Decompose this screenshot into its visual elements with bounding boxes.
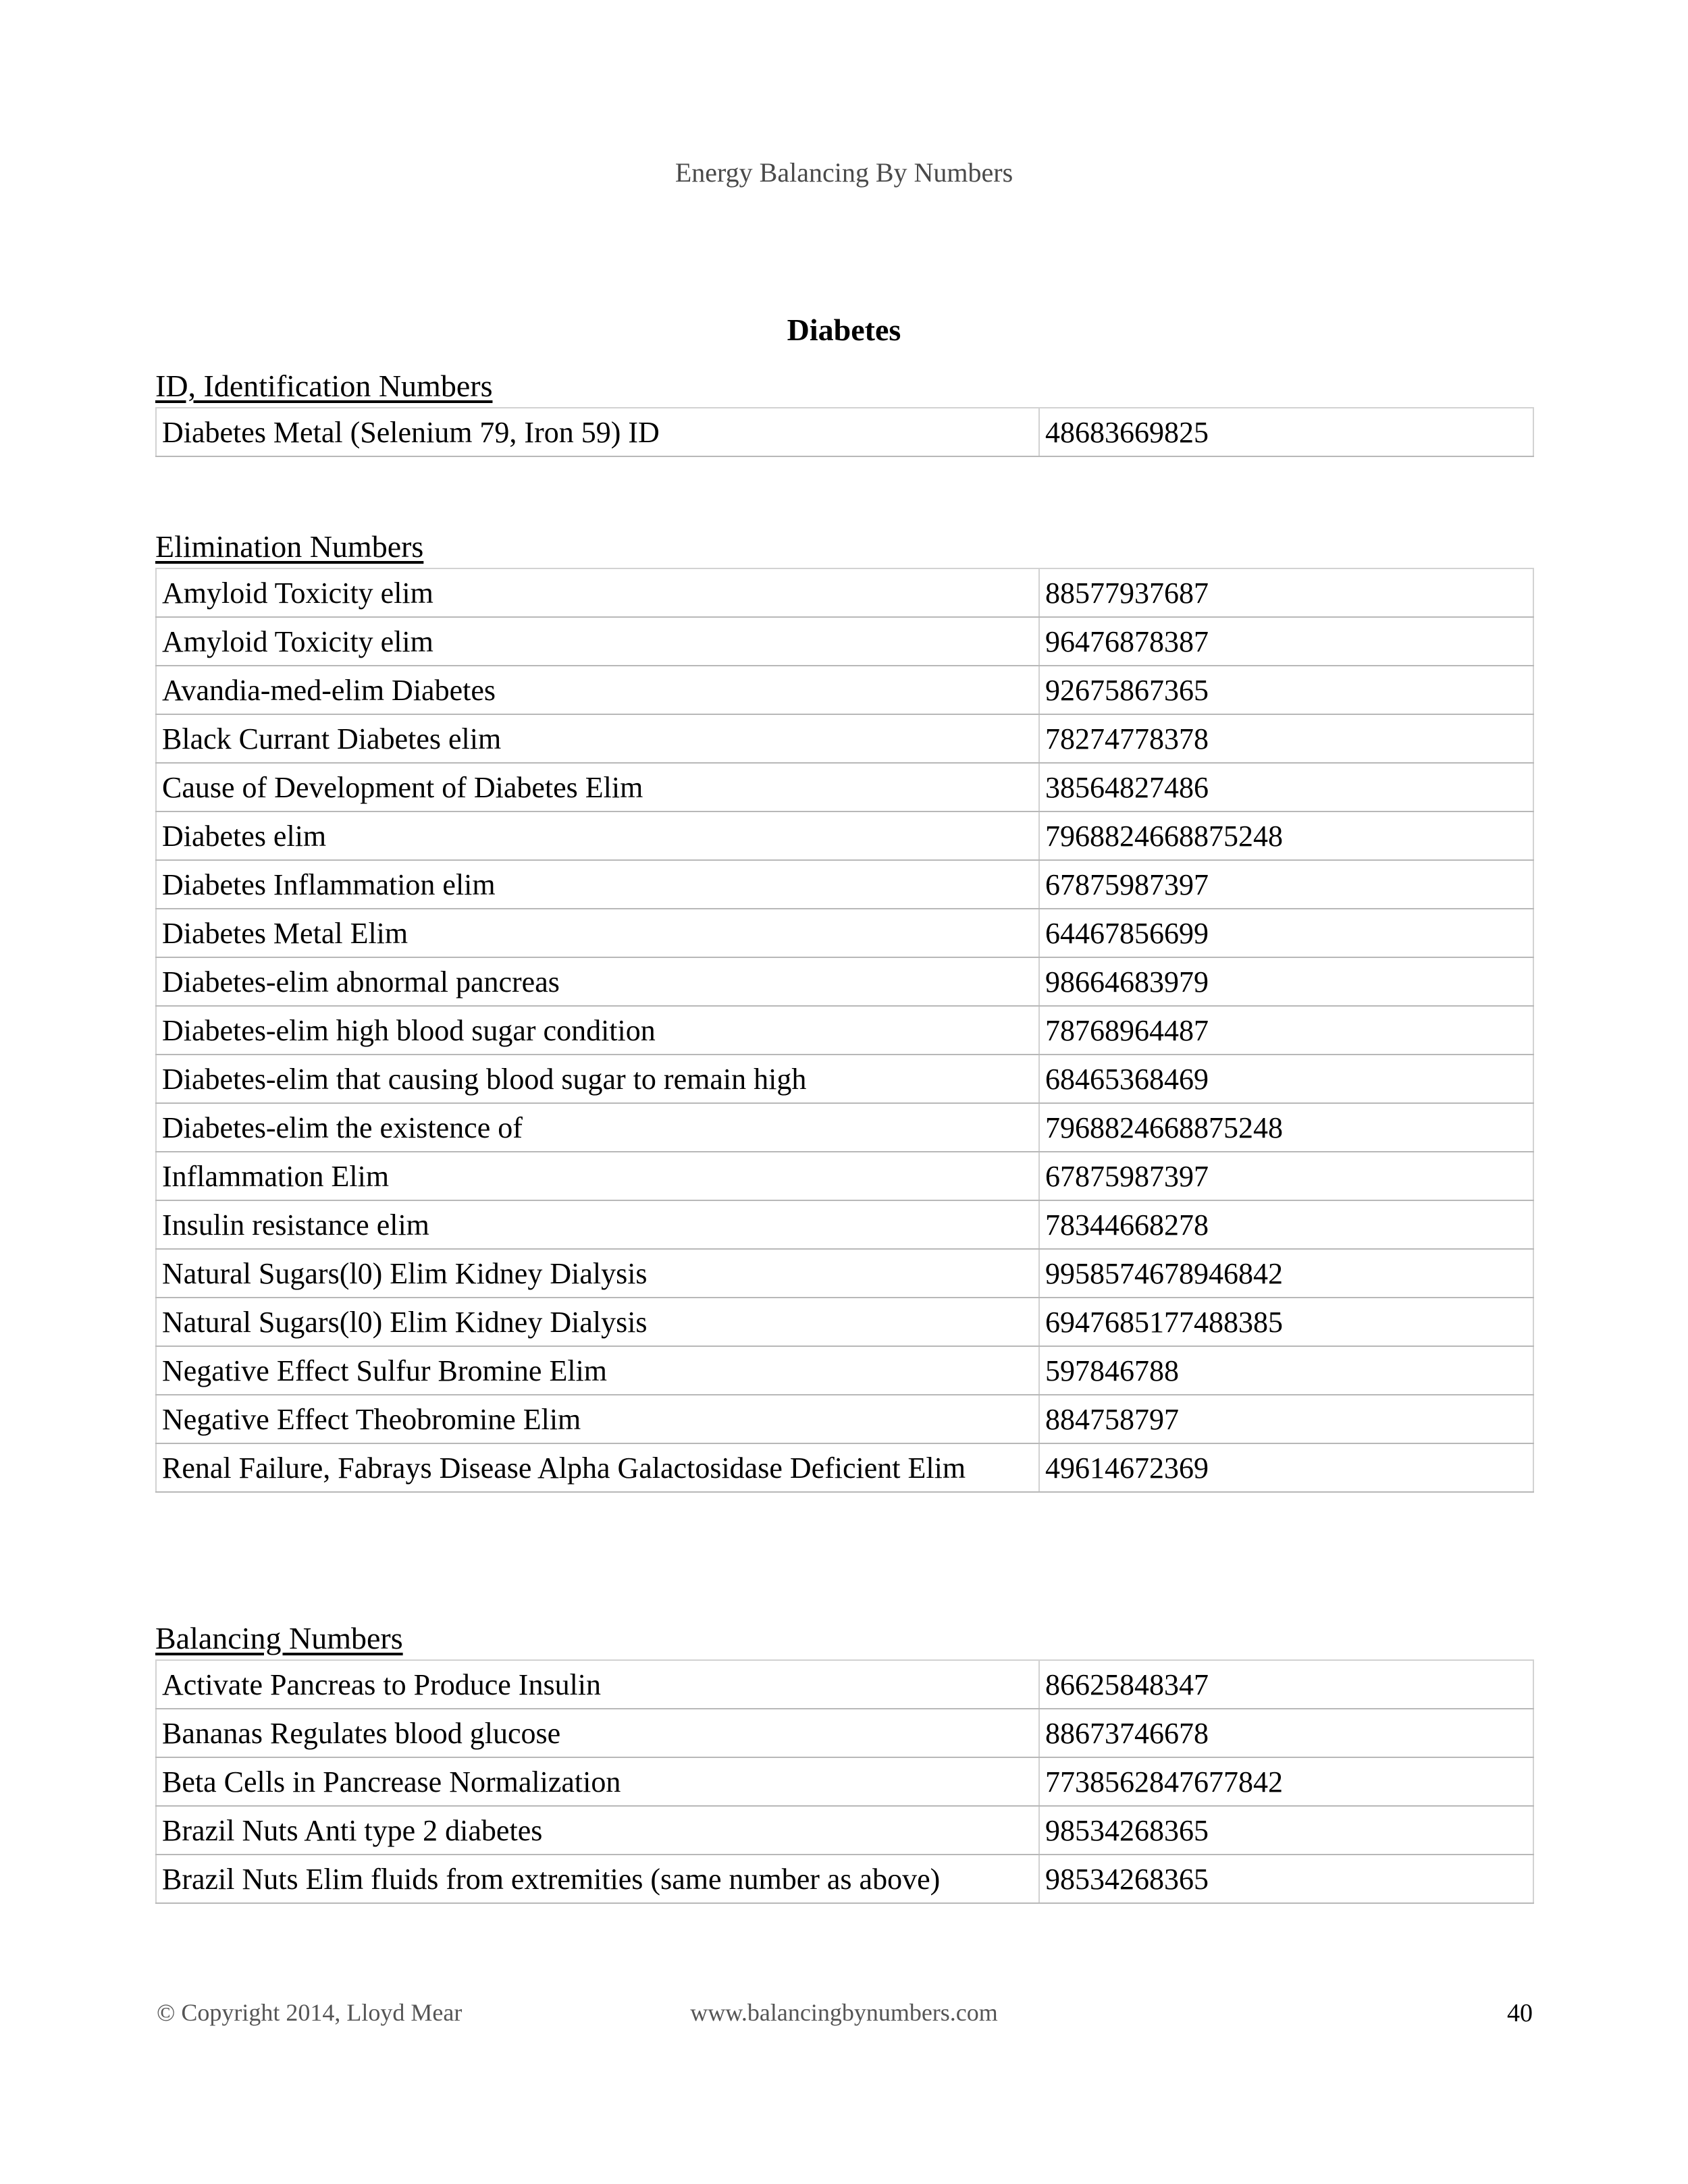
table-row bbox=[156, 1395, 1533, 1443]
page-header: Energy Balancing By Numbers bbox=[675, 157, 1013, 188]
table-row bbox=[156, 811, 1533, 860]
elimination-section-heading: Elimination Numbers bbox=[155, 529, 424, 564]
entry-number: 6947685177488385 bbox=[1039, 1298, 1533, 1346]
table-row bbox=[156, 1055, 1533, 1103]
entry-number: 68465368469 bbox=[1039, 1055, 1533, 1103]
table-row bbox=[156, 1660, 1533, 1709]
table-row bbox=[156, 666, 1533, 714]
table-row bbox=[156, 1152, 1533, 1200]
entry-number: 88673746678 bbox=[1039, 1709, 1533, 1757]
entry-number: 64467856699 bbox=[1039, 909, 1533, 957]
table-row bbox=[156, 1006, 1533, 1055]
entry-name: Cause of Development of Diabetes Elim bbox=[156, 763, 1039, 811]
entry-number: 78274778378 bbox=[1039, 714, 1533, 763]
id-section-heading: ID, Identification Numbers bbox=[155, 369, 493, 403]
entry-name: Diabetes-elim that causing blood sugar to remain high bbox=[156, 1055, 1039, 1103]
entry-name: Black Currant Diabetes elim bbox=[156, 714, 1039, 763]
table-row bbox=[156, 1298, 1533, 1346]
footer-website: www.balancingbynumbers.com bbox=[690, 1999, 998, 2026]
table-row bbox=[156, 860, 1533, 909]
entry-number: 7738562847677842 bbox=[1039, 1757, 1533, 1806]
entry-name: Amyloid Toxicity elim bbox=[156, 568, 1039, 617]
id-table bbox=[155, 407, 1534, 457]
balancing-section bbox=[155, 1618, 1533, 1904]
entry-name: Diabetes Inflammation elim bbox=[156, 860, 1039, 909]
entry-name: Brazil Nuts Elim fluids from extremities (same number as above) bbox=[156, 1855, 1039, 1903]
entry-name: Bananas Regulates blood glucose bbox=[156, 1709, 1039, 1757]
table-row bbox=[156, 1103, 1533, 1152]
entry-number: 67875987397 bbox=[1039, 860, 1533, 909]
entry-number: 67875987397 bbox=[1039, 1152, 1533, 1200]
balancing-section-heading: Balancing Numbers bbox=[155, 1621, 403, 1655]
entry-number: 98664683979 bbox=[1039, 957, 1533, 1006]
entry-name: Inflammation Elim bbox=[156, 1152, 1039, 1200]
entry-name: Diabetes-elim abnormal pancreas bbox=[156, 957, 1039, 1006]
entry-number: 7968824668875248 bbox=[1039, 811, 1533, 860]
entry-number: 7968824668875248 bbox=[1039, 1103, 1533, 1152]
entry-number: 96476878387 bbox=[1039, 617, 1533, 666]
entry-name: Amyloid Toxicity elim bbox=[156, 617, 1039, 666]
entry-name: Avandia-med-elim Diabetes bbox=[156, 666, 1039, 714]
entry-number: 98534268365 bbox=[1039, 1806, 1533, 1855]
entry-name: Natural Sugars(l0) Elim Kidney Dialysis bbox=[156, 1298, 1039, 1346]
table-row bbox=[156, 909, 1533, 957]
table-row bbox=[156, 1806, 1533, 1855]
footer-copyright: © Copyright 2014, Lloyd Mear bbox=[157, 1999, 463, 2026]
entry-number: 78768964487 bbox=[1039, 1006, 1533, 1055]
entry-number: 597846788 bbox=[1039, 1346, 1533, 1395]
entry-name: Diabetes elim bbox=[156, 811, 1039, 860]
entry-name: Renal Failure, Fabrays Disease Alpha Galactosidase Deficient Elim bbox=[156, 1443, 1039, 1492]
entry-number: 88577937687 bbox=[1039, 568, 1533, 617]
entry-name: Diabetes Metal (Selenium 79, Iron 59) ID bbox=[156, 408, 1039, 456]
table-row bbox=[156, 1200, 1533, 1249]
table-row bbox=[156, 763, 1533, 811]
entry-name: Natural Sugars(l0) Elim Kidney Dialysis bbox=[156, 1249, 1039, 1298]
id-section bbox=[155, 365, 1533, 457]
entry-number: 92675867365 bbox=[1039, 666, 1533, 714]
table-row bbox=[156, 568, 1533, 617]
table-row bbox=[156, 1249, 1533, 1298]
entry-name: Negative Effect Theobromine Elim bbox=[156, 1395, 1039, 1443]
entry-name: Diabetes Metal Elim bbox=[156, 909, 1039, 957]
entry-name: Diabetes-elim high blood sugar condition bbox=[156, 1006, 1039, 1055]
table-row bbox=[156, 1709, 1533, 1757]
entry-name: Diabetes-elim the existence of bbox=[156, 1103, 1039, 1152]
entry-number: 86625848347 bbox=[1039, 1660, 1533, 1709]
entry-number: 98534268365 bbox=[1039, 1855, 1533, 1903]
entry-number: 49614672369 bbox=[1039, 1443, 1533, 1492]
elimination-section bbox=[155, 526, 1533, 1493]
page-title: Diabetes bbox=[787, 313, 901, 347]
entry-name: Negative Effect Sulfur Bromine Elim bbox=[156, 1346, 1039, 1395]
entry-name: Activate Pancreas to Produce Insulin bbox=[156, 1660, 1039, 1709]
entry-number: 48683669825 bbox=[1039, 408, 1533, 456]
table-row bbox=[156, 1757, 1533, 1806]
table-row bbox=[156, 1443, 1533, 1492]
table-row bbox=[156, 408, 1533, 456]
entry-name: Brazil Nuts Anti type 2 diabetes bbox=[156, 1806, 1039, 1855]
table-row bbox=[156, 957, 1533, 1006]
entry-number: 38564827486 bbox=[1039, 763, 1533, 811]
table-row bbox=[156, 1855, 1533, 1903]
entry-name: Insulin resistance elim bbox=[156, 1200, 1039, 1249]
table-row bbox=[156, 714, 1533, 763]
entry-name: Beta Cells in Pancrease Normalization bbox=[156, 1757, 1039, 1806]
table-row bbox=[156, 617, 1533, 666]
balancing-table bbox=[155, 1659, 1534, 1904]
page-number: 40 bbox=[1507, 1999, 1533, 2027]
entry-number: 9958574678946842 bbox=[1039, 1249, 1533, 1298]
entry-number: 884758797 bbox=[1039, 1395, 1533, 1443]
table-row bbox=[156, 1346, 1533, 1395]
elimination-table bbox=[155, 568, 1534, 1493]
entry-number: 78344668278 bbox=[1039, 1200, 1533, 1249]
